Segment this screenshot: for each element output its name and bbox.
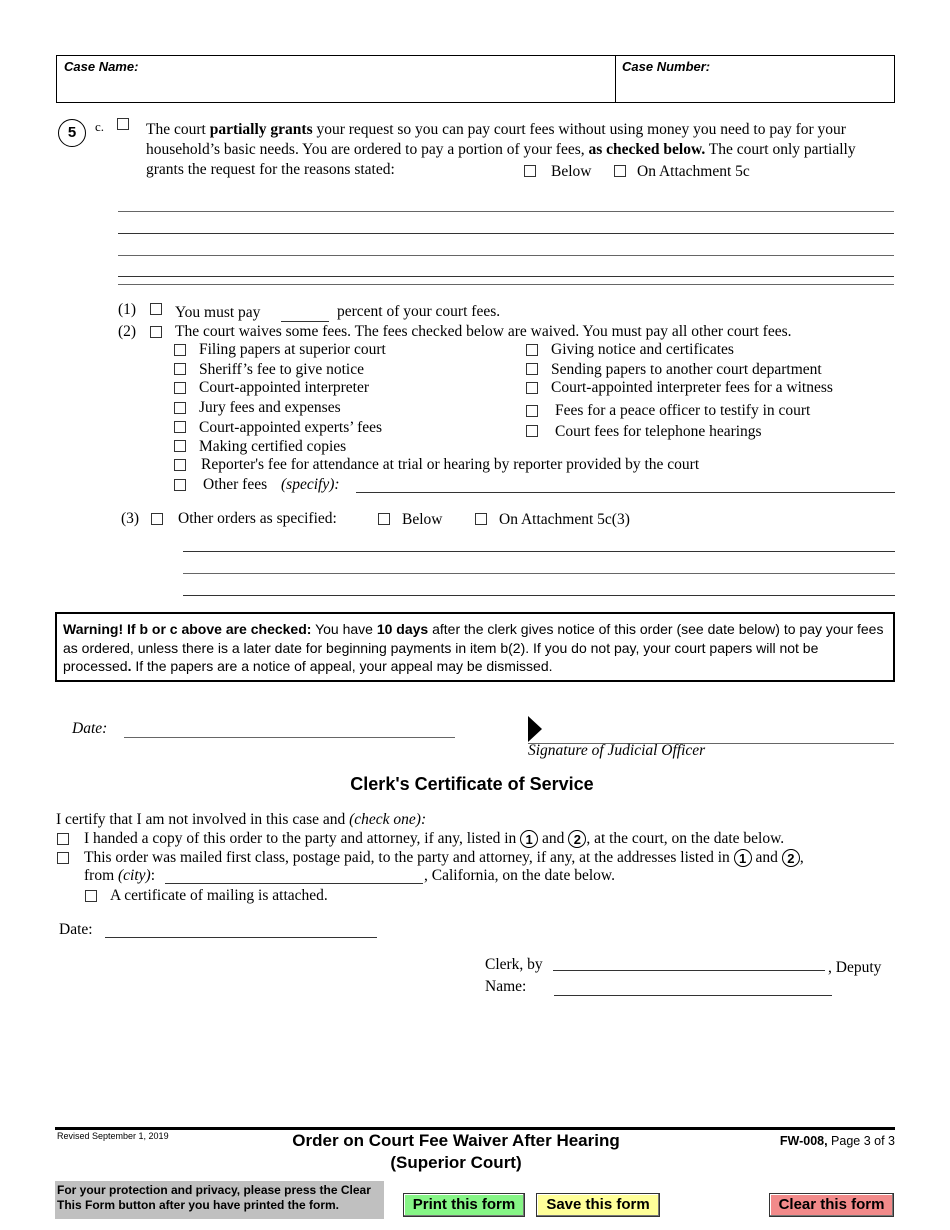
- clerk-certificate-title: Clerk's Certificate of Service: [350, 774, 594, 794]
- fee-checkbox-filing[interactable]: [174, 344, 186, 356]
- sub3-label: Other orders as specified:: [178, 510, 337, 527]
- clerk-by-label: Clerk, by: [485, 956, 543, 973]
- signature-arrow-icon: [528, 716, 542, 742]
- sub2-text: The court waives some fees. The fees checked below are waived. You must pay all other court fees.: [175, 323, 792, 340]
- city-field[interactable]: [165, 883, 423, 884]
- reason-attachment-label: On Attachment 5c: [637, 163, 750, 180]
- sub3-attachment-label: On Attachment 5c(3): [499, 511, 630, 528]
- print-form-button[interactable]: Print this form: [403, 1193, 525, 1217]
- sub2-checkbox[interactable]: [150, 326, 162, 338]
- clerk-date-field[interactable]: [105, 937, 377, 938]
- fee-checkbox-copies[interactable]: [174, 440, 186, 452]
- fee-label: Sheriff’s fee to give notice: [199, 361, 364, 378]
- city-line: from (city):: [84, 867, 156, 884]
- fee-label: Jury fees and expenses: [199, 399, 341, 416]
- sub3-attachment-checkbox[interactable]: [475, 513, 487, 525]
- fee-label: Sending papers to another court department: [551, 361, 822, 378]
- certificate-attached-checkbox[interactable]: [85, 890, 97, 902]
- sub3-line-2[interactable]: [183, 573, 895, 574]
- sub2-number: (2): [118, 323, 137, 340]
- item-number-badge: 5: [58, 119, 86, 147]
- reporter-fee-label: Reporter's fee for attendance at trial or hearing by reporter provided by the court: [201, 456, 700, 473]
- sub1-checkbox[interactable]: [150, 303, 162, 315]
- case-divider: [615, 56, 616, 102]
- other-fees-label: Other fees: [203, 476, 268, 493]
- fee-checkbox-other[interactable]: [174, 479, 186, 491]
- form-title: Order on Court Fee Waiver After Hearing (Superior Court): [292, 1131, 620, 1172]
- fee-checkbox-jury[interactable]: [174, 402, 186, 414]
- fee-label: Giving notice and certificates: [551, 341, 734, 358]
- sub3-line-1[interactable]: [183, 551, 895, 552]
- certificate-attached-label: A certificate of mailing is attached.: [110, 887, 328, 904]
- case-name-label: Case Name:: [64, 59, 139, 74]
- circle-2-badge: 2: [568, 830, 586, 848]
- clerk-by-field[interactable]: [553, 970, 825, 971]
- fee-label: Court fees for telephone hearings: [555, 423, 762, 440]
- sub1-text-pre: You must pay: [175, 304, 261, 321]
- fee-checkbox-interpreter[interactable]: [174, 382, 186, 394]
- fee-checkbox-peace-officer[interactable]: [526, 405, 538, 417]
- certify-text: I certify that I am not involved in this case and (check one):: [56, 811, 427, 828]
- handed-copy-checkbox[interactable]: [57, 833, 69, 845]
- sub3-line-3[interactable]: [183, 595, 895, 596]
- clerk-name-field[interactable]: [554, 995, 832, 996]
- fee-checkbox-telephone[interactable]: [526, 425, 538, 437]
- fee-checkbox-reporter[interactable]: [174, 459, 186, 471]
- fee-label: Court-appointed interpreter fees for a witness: [551, 379, 833, 396]
- fee-label: Court-appointed experts’ fees: [199, 419, 383, 436]
- circle-1-badge: 1: [520, 830, 538, 848]
- case-name-field[interactable]: [62, 76, 606, 100]
- sub3-below-label: Below: [402, 511, 443, 528]
- case-number-field[interactable]: [620, 76, 894, 100]
- sub1-number: (1): [118, 301, 137, 318]
- sub3-number: (3): [121, 510, 140, 527]
- california-text: , California, on the date below.: [424, 867, 615, 884]
- privacy-note: For your protection and privacy, please press the Clear This Form button after you have printed the form.: [55, 1181, 384, 1219]
- reason-attachment-checkbox[interactable]: [614, 165, 626, 177]
- fee-checkbox-experts[interactable]: [174, 421, 186, 433]
- partially-grants-checkbox[interactable]: [117, 118, 129, 130]
- revised-date: Revised September 1, 2019: [57, 1131, 169, 1141]
- circle-2-badge: 2: [782, 849, 800, 867]
- fee-checkbox-notice[interactable]: [526, 344, 538, 356]
- case-header: [56, 55, 895, 103]
- other-fees-specify: (specify):: [281, 476, 340, 493]
- fee-label: Making certified copies: [199, 438, 347, 455]
- judge-date-field[interactable]: [124, 737, 455, 738]
- other-fees-field[interactable]: [356, 492, 895, 493]
- reason-line-3[interactable]: [118, 255, 894, 256]
- fee-checkbox-sheriff[interactable]: [174, 363, 186, 375]
- save-form-button[interactable]: Save this form: [536, 1193, 660, 1217]
- reason-line-2[interactable]: [118, 233, 894, 234]
- clear-form-button[interactable]: Clear this form: [769, 1193, 894, 1217]
- reason-line-4[interactable]: [118, 276, 894, 277]
- fee-checkbox-sending[interactable]: [526, 363, 538, 375]
- reason-below-checkbox[interactable]: [524, 165, 536, 177]
- sub3-below-checkbox[interactable]: [378, 513, 390, 525]
- fee-checkbox-witness-interpreter[interactable]: [526, 382, 538, 394]
- fee-label: Filing papers at superior court: [199, 341, 386, 358]
- mailed-text: This order was mailed first class, postage paid, to the party and attorney, if any, at the addresses listed in 1 and 2 ,: [84, 849, 804, 867]
- judge-date-label: Date:: [72, 720, 108, 737]
- deputy-label: , Deputy: [828, 959, 882, 976]
- item-letter: c.: [95, 119, 105, 134]
- case-number-label: Case Number:: [622, 59, 711, 74]
- clerk-name-label: Name:: [485, 978, 527, 995]
- sub3-checkbox[interactable]: [151, 513, 163, 525]
- clerk-date-label: Date:: [59, 921, 93, 938]
- reason-below-label: Below: [551, 162, 595, 182]
- warning-box: Warning! If b or c above are checked: You have 10 days after the clerk gives notice of this order (see date below) to pay your fees as ordered, unless there is a later date for beginning payments in item b(2). If you do not pay, your court papers will not be processed. If the papers are a notice of appeal, your appeal may be dismissed.: [55, 612, 895, 682]
- handed-copy-text: I handed a copy of this order to the party and attorney, if any, listed in 1 and 2 , at the court, on the date below.: [84, 830, 785, 848]
- reason-line-1[interactable]: [118, 211, 894, 212]
- circle-1-badge: 1: [734, 849, 752, 867]
- fee-label: Fees for a peace officer to testify in court: [555, 402, 811, 419]
- reason-line-rule: [118, 284, 894, 285]
- form-id: FW-008, Page 3 of 3: [779, 1134, 895, 1148]
- partially-grants-text: The court partially grants your request so you can pay court fees without using money you need to pay for your household’s basic needs. You are ordered to pay a portion of your fees, as checked below. The court only partially grants the request for the reasons stated:: [146, 121, 856, 178]
- mailed-checkbox[interactable]: [57, 852, 69, 864]
- fee-label: Court-appointed interpreter: [199, 379, 370, 396]
- sub1-text-post: percent of your court fees.: [337, 303, 501, 320]
- signature-label: Signature of Judicial Officer: [528, 742, 706, 759]
